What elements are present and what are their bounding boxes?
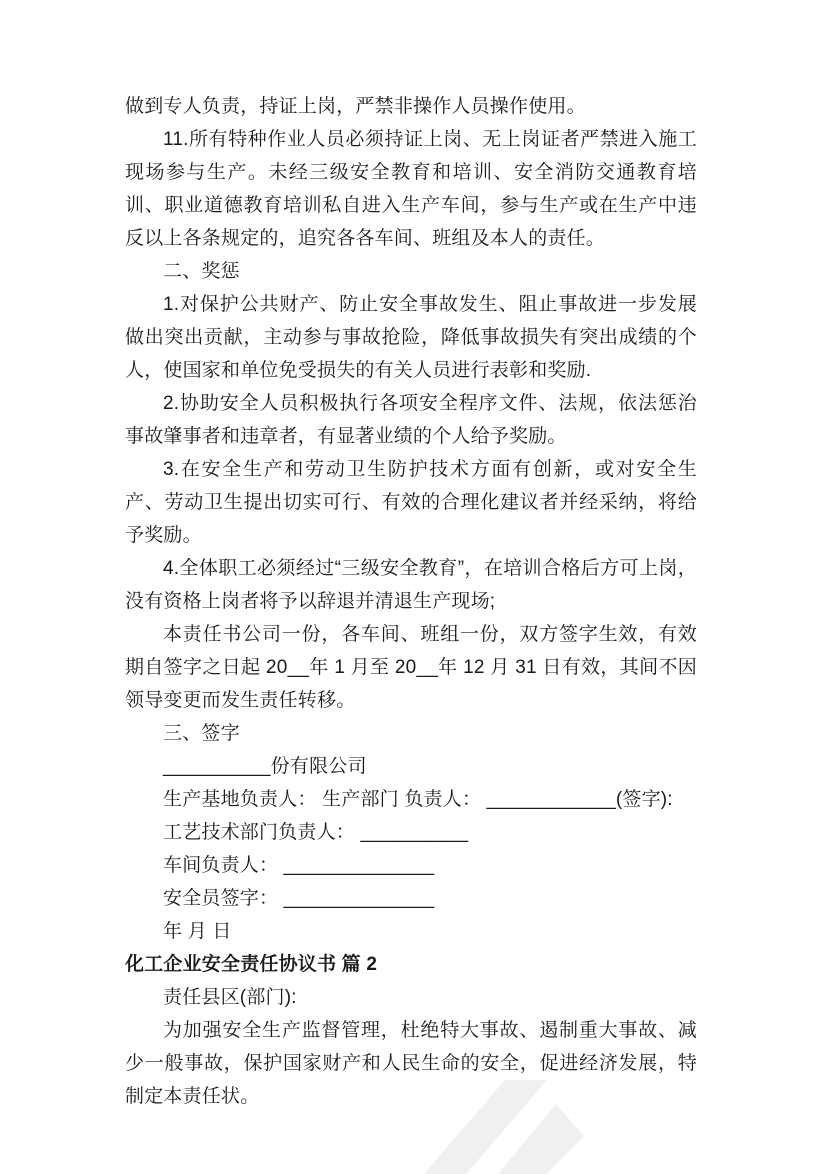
- paragraph: __________份有限公司: [163, 756, 367, 777]
- paragraph: 1.对保护公共财产、防止安全事故发生、阻止事故进一步发展做出突出贡献，主动参与事故抢险，降低事故损失有突出成绩的个人，使国家和单位免受损失的有关人员进行表彰和奖励.: [125, 294, 697, 381]
- paragraph: 三、签字: [163, 723, 240, 744]
- paragraph: 做到专人负责，持证上岗，严禁非操作人员操作使用。: [125, 96, 586, 117]
- paragraph: 为加强安全生产监督管理，杜绝特大事故、遏制重大事故、减少一般事故，保护国家财产和人民生命的安全，促进经济发展，特制定本责任状。: [125, 1020, 697, 1107]
- paragraph: 责任县区(部门):: [163, 987, 297, 1008]
- paragraph: 二、奖惩: [163, 261, 240, 282]
- paragraph: 安全员签字： ______________: [163, 888, 435, 909]
- paragraph: 2.协助安全人员积极执行各项安全程序文件、法规，依法惩治事故肇事者和违章者，有显著业绩的个人给予奖励。: [125, 393, 697, 447]
- paragraph: 4.全体职工必须经过“三级安全教育”，在培训合格后方可上岗，没有资格上岗者将予以辞退并清退生产现场;: [125, 558, 697, 612]
- paragraph: 车间负责人： ______________: [163, 855, 435, 876]
- paragraph: 化工企业安全责任协议书 篇 2: [125, 954, 378, 975]
- paragraph: 3.在安全生产和劳动卫生防护技术方面有创新，或对安全生产、劳动卫生提出切实可行、有效的合理化建议者并经采纳，将给予奖励。: [125, 459, 697, 546]
- paragraph: 工艺技术部门负责人： __________: [163, 822, 469, 843]
- paragraph: 生产基地负责人： 生产部门 负责人： ____________(签字):: [163, 789, 673, 810]
- paragraph: 本责任书公司一份，各车间、班组一份，双方签字生效，有效期自签字之日起 20__年 1 月至 20__年 12 月 31 日有效，其间不因领导变更而发生责任转移。: [125, 624, 697, 711]
- paragraph: 年 月 日: [163, 921, 232, 942]
- paragraph: 11.所有特种作业人员必须持证上岗、无上岗证者严禁进入施工现场参与生产。未经三级安全教育和培训、安全消防交通教育培训、职业道德教育培训私自进入生产车间，参与生产或在生产中违反以上各条规定的，追究各各车间、班组及本人的责任。: [125, 129, 697, 249]
- watermark-shape: [498, 1104, 584, 1174]
